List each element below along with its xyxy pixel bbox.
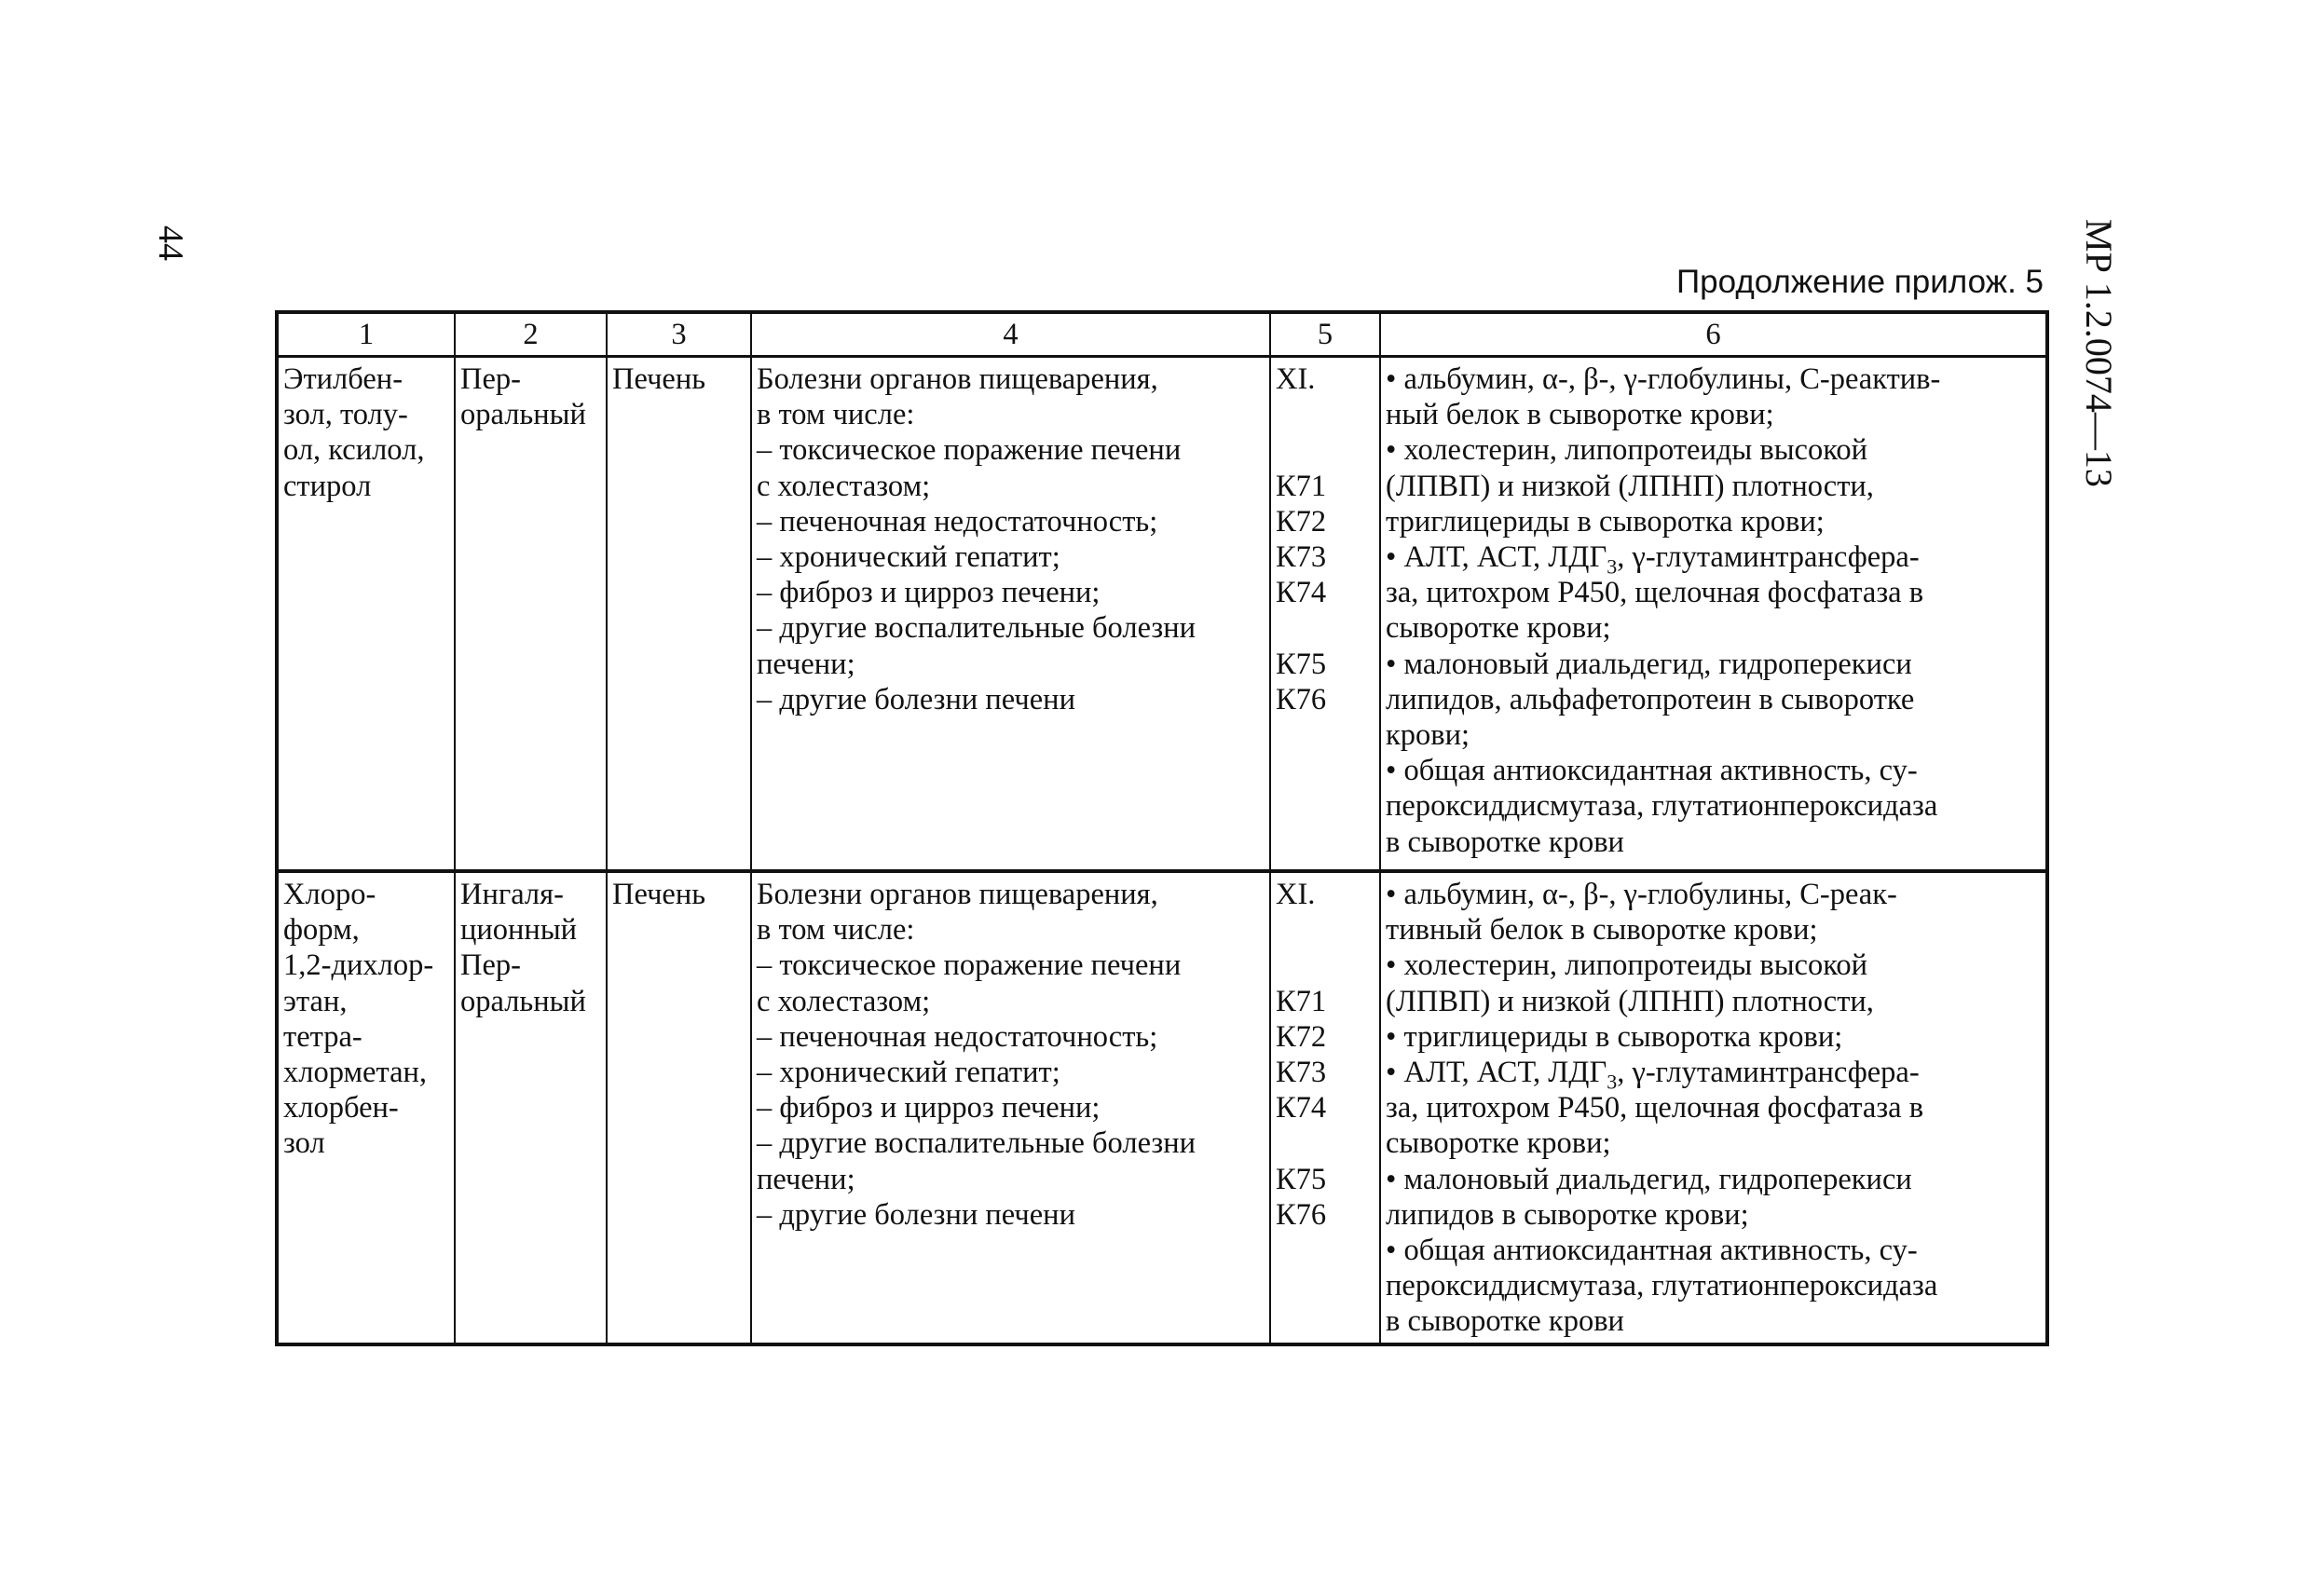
continuation-label: Продолжение прилож. 5 bbox=[1676, 264, 2044, 300]
text-line: Этилбен- bbox=[283, 362, 403, 396]
icd-code: К71 bbox=[1276, 984, 1327, 1018]
spacer bbox=[1276, 432, 1379, 468]
text-line: • общая антиоксидантная активность, су- bbox=[1386, 754, 1918, 788]
spacer bbox=[1276, 912, 1379, 948]
text-line: этан, bbox=[283, 984, 348, 1018]
icd-code: XI. bbox=[1276, 362, 1316, 396]
icd-code: XI. bbox=[1276, 878, 1316, 911]
text-line: хлорбен- bbox=[283, 1091, 399, 1125]
text-line: форм, bbox=[283, 913, 360, 948]
text-line: Болезни органов пищеварения, bbox=[757, 878, 1158, 911]
text-line: в том числе: bbox=[757, 398, 915, 432]
text-line: Пер- bbox=[460, 362, 521, 396]
text-line: – другие воспалительные болезни bbox=[757, 611, 1197, 646]
text-line: липидов в сыворотке крови; bbox=[1386, 1197, 1749, 1232]
page-number: 44 bbox=[151, 225, 190, 261]
ldg-subscript: 3 bbox=[1607, 1070, 1618, 1094]
text-line: за, цитохром Р450, щелочная фосфатаза в bbox=[1386, 1091, 1924, 1125]
text-line-ldg bbox=[1386, 539, 2045, 579]
text-line: Печень bbox=[612, 878, 706, 911]
text-line: Печень bbox=[612, 362, 706, 396]
route-cell bbox=[455, 357, 607, 872]
document-code: МР 1.2.0074—13 bbox=[2078, 219, 2120, 487]
text-line: – фиброз и цирроз печени; bbox=[757, 576, 1101, 610]
text-line: тивный белок в сыворотке крови; bbox=[1386, 913, 1818, 948]
organ-cell bbox=[607, 871, 751, 1344]
text-line-ldg bbox=[1386, 1055, 2045, 1094]
text-line: 1,2-дихлор- bbox=[283, 948, 434, 983]
icd-code: К72 bbox=[1276, 1019, 1327, 1054]
icd-code: К76 bbox=[1276, 1197, 1327, 1232]
icd-code: К72 bbox=[1276, 504, 1327, 539]
text-line: – другие болезни печени bbox=[757, 1197, 1075, 1232]
text-line: сыворотке крови; bbox=[1386, 1126, 1611, 1161]
text-line: Хлоро- bbox=[283, 878, 376, 911]
table-row bbox=[277, 871, 2047, 1344]
icd-code: К73 bbox=[1276, 1055, 1327, 1089]
text-line: в том числе: bbox=[757, 913, 915, 948]
text-line: • альбумин, α-, β-, γ-глобулины, С-реак- bbox=[1386, 878, 1897, 911]
text-line: стирол bbox=[283, 469, 372, 503]
icd-code: К71 bbox=[1276, 469, 1327, 503]
text-line: Пер- bbox=[460, 948, 521, 983]
text-line: печени; bbox=[757, 647, 855, 681]
text-line: с холестазом; bbox=[757, 469, 931, 503]
appendix-table bbox=[275, 310, 2049, 1346]
text-line: • холестерин, липопротеиды высокой bbox=[1386, 433, 1868, 468]
text-line: • триглицериды в сыворотка крови; bbox=[1386, 1019, 1843, 1054]
ldg-text: • АЛТ, АСТ, ЛДГ bbox=[1386, 540, 1607, 575]
column-header: 2 bbox=[455, 312, 607, 357]
text-line: крови; bbox=[1386, 718, 1470, 753]
text-line: в сыворотке крови bbox=[1386, 825, 1624, 859]
text-line: – печеночная недостаточность; bbox=[757, 1019, 1158, 1054]
text-line: за, цитохром Р450, щелочная фосфатаза в bbox=[1386, 576, 1924, 610]
substance-cell bbox=[277, 357, 455, 872]
text-line: сыворотке крови; bbox=[1386, 611, 1611, 646]
text-line: • малоновый диальдегид, гидроперекиси bbox=[1386, 647, 1912, 681]
organ-cell bbox=[607, 357, 751, 872]
indicators-cell bbox=[1380, 871, 2047, 1344]
icd-code: К74 bbox=[1276, 576, 1327, 610]
column-header: 3 bbox=[607, 312, 751, 357]
text-line: – фиброз и цирроз печени; bbox=[757, 1091, 1101, 1125]
text-line: зол bbox=[283, 1126, 325, 1161]
text-line: ционный bbox=[460, 913, 578, 948]
text-line: – хронический гепатит; bbox=[757, 540, 1060, 575]
text-line: Ингаля- bbox=[460, 878, 564, 911]
text-line: • альбумин, α-, β-, γ-глобулины, С-реактив- bbox=[1386, 362, 1941, 396]
text-line: пероксиддисмутаза, глутатионпероксидаза bbox=[1386, 1269, 1938, 1303]
column-header: 5 bbox=[1270, 312, 1380, 357]
spacer bbox=[1276, 948, 1379, 983]
header-row bbox=[277, 312, 2047, 357]
spacer bbox=[1276, 1125, 1379, 1161]
text-line: триглицериды в сыворотка крови; bbox=[1386, 504, 1825, 539]
text-line: оральный bbox=[460, 984, 586, 1018]
text-line: • холестерин, липопротеиды высокой bbox=[1386, 948, 1868, 983]
text-line: оральный bbox=[460, 398, 586, 432]
text-line: ол, ксилол, bbox=[283, 433, 425, 468]
substance-cell bbox=[277, 871, 455, 1344]
icd-code: К76 bbox=[1276, 682, 1327, 716]
ldg-tail: , γ-глутаминтрансфера- bbox=[1617, 1056, 1920, 1090]
spacer bbox=[1276, 610, 1379, 646]
ldg-tail: , γ-глутаминтрансфера- bbox=[1617, 540, 1920, 575]
text-line: – другие болезни печени bbox=[757, 682, 1075, 716]
text-line: ный белок в сыворотке крови; bbox=[1386, 398, 1774, 432]
text-line: – токсическое поражение печени bbox=[757, 948, 1182, 983]
text-line: пероксиддисмутаза, глутатионпероксидаза bbox=[1386, 789, 1938, 824]
text-line: в сыворотке крови bbox=[1386, 1304, 1624, 1339]
text-line: – хронический гепатит; bbox=[757, 1056, 1060, 1090]
text-line: печени; bbox=[757, 1162, 855, 1196]
icd-code: К75 bbox=[1276, 647, 1327, 681]
diseases-cell bbox=[751, 871, 1270, 1344]
text-line: хлорметан, bbox=[283, 1056, 428, 1090]
text-line: зол, толу- bbox=[283, 398, 408, 432]
route-cell bbox=[455, 871, 607, 1344]
spacer bbox=[1276, 397, 1379, 432]
text-line: с холестазом; bbox=[757, 984, 931, 1018]
indicators-cell bbox=[1380, 357, 2047, 872]
diseases-cell bbox=[751, 357, 1270, 872]
text-line: Болезни органов пищеварения, bbox=[757, 362, 1158, 396]
text-line: липидов, альфафетопротеин в сыворотке bbox=[1386, 682, 1915, 716]
text-line: – печеночная недостаточность; bbox=[757, 504, 1158, 539]
column-header: 4 bbox=[751, 312, 1270, 357]
text-line: • общая антиоксидантная активность, су- bbox=[1386, 1234, 1918, 1268]
text-line: – другие воспалительные болезни bbox=[757, 1126, 1197, 1161]
table-row bbox=[277, 357, 2047, 872]
column-header: 6 bbox=[1380, 312, 2047, 357]
ldg-subscript: 3 bbox=[1607, 554, 1618, 579]
icd-code-cell bbox=[1270, 357, 1380, 872]
icd-code-cell bbox=[1270, 871, 1380, 1344]
text-line: – токсическое поражение печени bbox=[757, 433, 1182, 468]
text-line: тетра- bbox=[283, 1019, 362, 1054]
icd-code: К74 bbox=[1276, 1091, 1327, 1125]
column-header: 1 bbox=[277, 312, 455, 357]
ldg-text: • АЛТ, АСТ, ЛДГ bbox=[1386, 1056, 1607, 1090]
icd-code: К73 bbox=[1276, 539, 1327, 574]
icd-code: К75 bbox=[1276, 1162, 1327, 1196]
text-line: (ЛПВП) и низкой (ЛПНП) плотности, bbox=[1386, 469, 1874, 503]
text-line: (ЛПВП) и низкой (ЛПНП) плотности, bbox=[1386, 984, 1874, 1018]
text-line: • малоновый диальдегид, гидроперекиси bbox=[1386, 1162, 1912, 1196]
